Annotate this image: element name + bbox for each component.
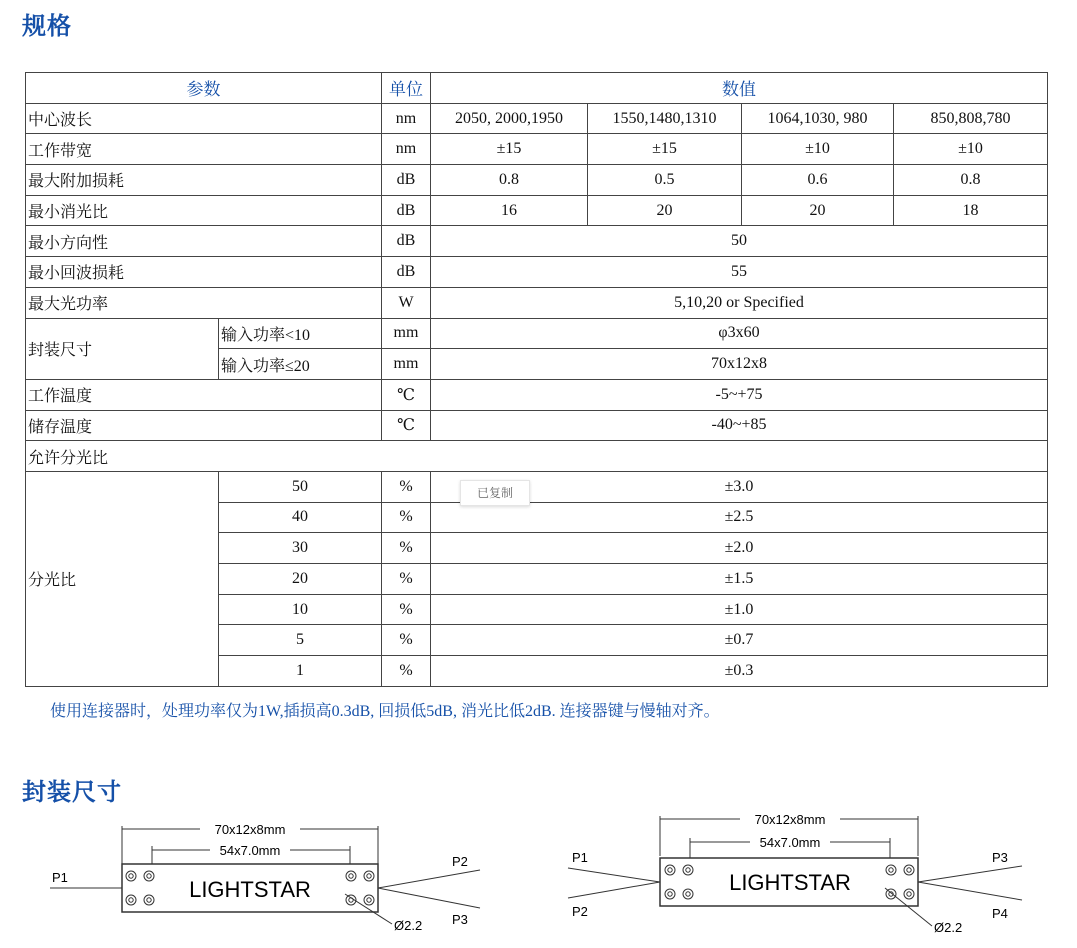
table-row	[26, 441, 1048, 472]
row-unit: mm	[382, 318, 431, 349]
table-cell: 16	[431, 195, 588, 226]
port-p2: P2	[452, 854, 468, 869]
row-unit: %	[382, 564, 431, 595]
row-unit: ℃	[382, 410, 431, 441]
row-unit: %	[382, 625, 431, 656]
row-unit: %	[382, 533, 431, 564]
table-cell: ±15	[431, 134, 588, 165]
row-label: 最小方向性	[26, 226, 382, 257]
row-label: 工作温度	[26, 379, 382, 410]
port-p1: P1	[52, 870, 68, 885]
row-sublabel: 输入功率<10	[219, 318, 382, 349]
row-label: 工作带宽	[26, 134, 382, 165]
outer-dimension-label: 70x12x8mm	[754, 812, 826, 827]
row-unit: nm	[382, 134, 431, 165]
row-unit: dB	[382, 226, 431, 257]
table-row	[26, 410, 1048, 441]
table-cell: ±2.0	[431, 533, 1048, 564]
port-p2: P2	[572, 904, 588, 919]
row-label: 最小回波损耗	[26, 257, 382, 288]
package-drawing-1x2	[40, 812, 500, 942]
row-label: 最大附加损耗	[26, 165, 382, 196]
table-cell: 20	[588, 195, 742, 226]
table-cell: 70x12x8	[431, 349, 1048, 380]
table-row	[26, 195, 1048, 226]
table-cell: -40~+85	[431, 410, 1048, 441]
row-unit: dB	[382, 165, 431, 196]
table-cell: 0.6	[742, 165, 894, 196]
brand-label: LIGHTSTAR	[729, 870, 851, 895]
row-label: 封装尺寸	[26, 318, 219, 379]
row-label: 储存温度	[26, 410, 382, 441]
row-unit: W	[382, 287, 431, 318]
row-unit: dB	[382, 257, 431, 288]
row-label: 中心波长	[26, 103, 382, 134]
table-header-row	[26, 73, 1048, 104]
ratio-cell: 5	[219, 625, 382, 656]
row-unit: mm	[382, 349, 431, 380]
inner-dimension-label: 54x7.0mm	[219, 843, 281, 858]
table-row	[26, 318, 1048, 349]
row-unit: %	[382, 471, 431, 502]
table-row	[26, 165, 1048, 196]
row-unit: nm	[382, 103, 431, 134]
table-cell: ±1.0	[431, 594, 1048, 625]
table-cell: ±3.0	[431, 471, 1048, 502]
spec-table	[25, 72, 1048, 687]
row-label: 允许分光比	[26, 441, 1048, 472]
row-label: 最小消光比	[26, 195, 382, 226]
table-cell: 0.8	[431, 165, 588, 196]
row-label: 分光比	[26, 471, 219, 686]
table-cell: 2050, 2000,1950	[431, 103, 588, 134]
table-cell: 50	[431, 226, 1048, 257]
table-cell: 55	[431, 257, 1048, 288]
ratio-cell: 20	[219, 564, 382, 595]
table-cell: ±0.7	[431, 625, 1048, 656]
copied-toast: 已复制	[460, 480, 530, 506]
hole-label: Ø2.2	[934, 920, 963, 935]
spec-section-title: 规格	[22, 12, 72, 40]
table-cell: ±2.5	[431, 502, 1048, 533]
header-value: 数值	[431, 73, 1048, 104]
ratio-cell: 1	[219, 656, 382, 687]
table-row	[26, 103, 1048, 134]
table-row	[26, 287, 1048, 318]
outer-dimension-label: 70x12x8mm	[214, 822, 286, 837]
table-row	[26, 134, 1048, 165]
ratio-cell: 50	[219, 471, 382, 502]
table-cell: φ3x60	[431, 318, 1048, 349]
table-cell: 5,10,20 or Specified	[431, 287, 1048, 318]
table-cell: 850,808,780	[894, 103, 1048, 134]
table-cell: 1550,1480,1310	[588, 103, 742, 134]
table-cell: -5~+75	[431, 379, 1048, 410]
row-sublabel: 输入功率≤20	[219, 349, 382, 380]
ratio-cell: 10	[219, 594, 382, 625]
package-section-title: 封装尺寸	[22, 778, 122, 806]
row-unit: dB	[382, 195, 431, 226]
table-cell: ±10	[742, 134, 894, 165]
table-cell: 0.8	[894, 165, 1048, 196]
inner-dimension-label: 54x7.0mm	[759, 835, 821, 850]
table-cell: 1064,1030, 980	[742, 103, 894, 134]
table-row	[26, 471, 1048, 502]
table-cell: ±0.3	[431, 656, 1048, 687]
table-row	[26, 226, 1048, 257]
hole-label: Ø2.2	[394, 918, 423, 933]
header-unit: 单位	[382, 73, 431, 104]
ratio-cell: 30	[219, 533, 382, 564]
connector-note: 使用连接器时，处理功率仅为1W,插损高0.3dB, 回损低5dB, 消光比低2dB. 连接器键与慢轴对齐。	[50, 703, 720, 720]
package-drawing-2x2	[560, 806, 1030, 942]
table-cell: ±1.5	[431, 564, 1048, 595]
header-param: 参数	[26, 73, 382, 104]
table-cell: 20	[742, 195, 894, 226]
port-p1: P1	[572, 850, 588, 865]
port-p3: P3	[992, 850, 1008, 865]
table-cell: ±10	[894, 134, 1048, 165]
row-unit: %	[382, 502, 431, 533]
row-label: 最大光功率	[26, 287, 382, 318]
table-row	[26, 379, 1048, 410]
row-unit: %	[382, 594, 431, 625]
brand-label: LIGHTSTAR	[189, 877, 311, 902]
table-row	[26, 257, 1048, 288]
table-cell: ±15	[588, 134, 742, 165]
port-p4: P4	[992, 906, 1008, 921]
table-cell: 18	[894, 195, 1048, 226]
ratio-cell: 40	[219, 502, 382, 533]
port-p3: P3	[452, 912, 468, 927]
row-unit: %	[382, 656, 431, 687]
table-cell: 0.5	[588, 165, 742, 196]
row-unit: ℃	[382, 379, 431, 410]
